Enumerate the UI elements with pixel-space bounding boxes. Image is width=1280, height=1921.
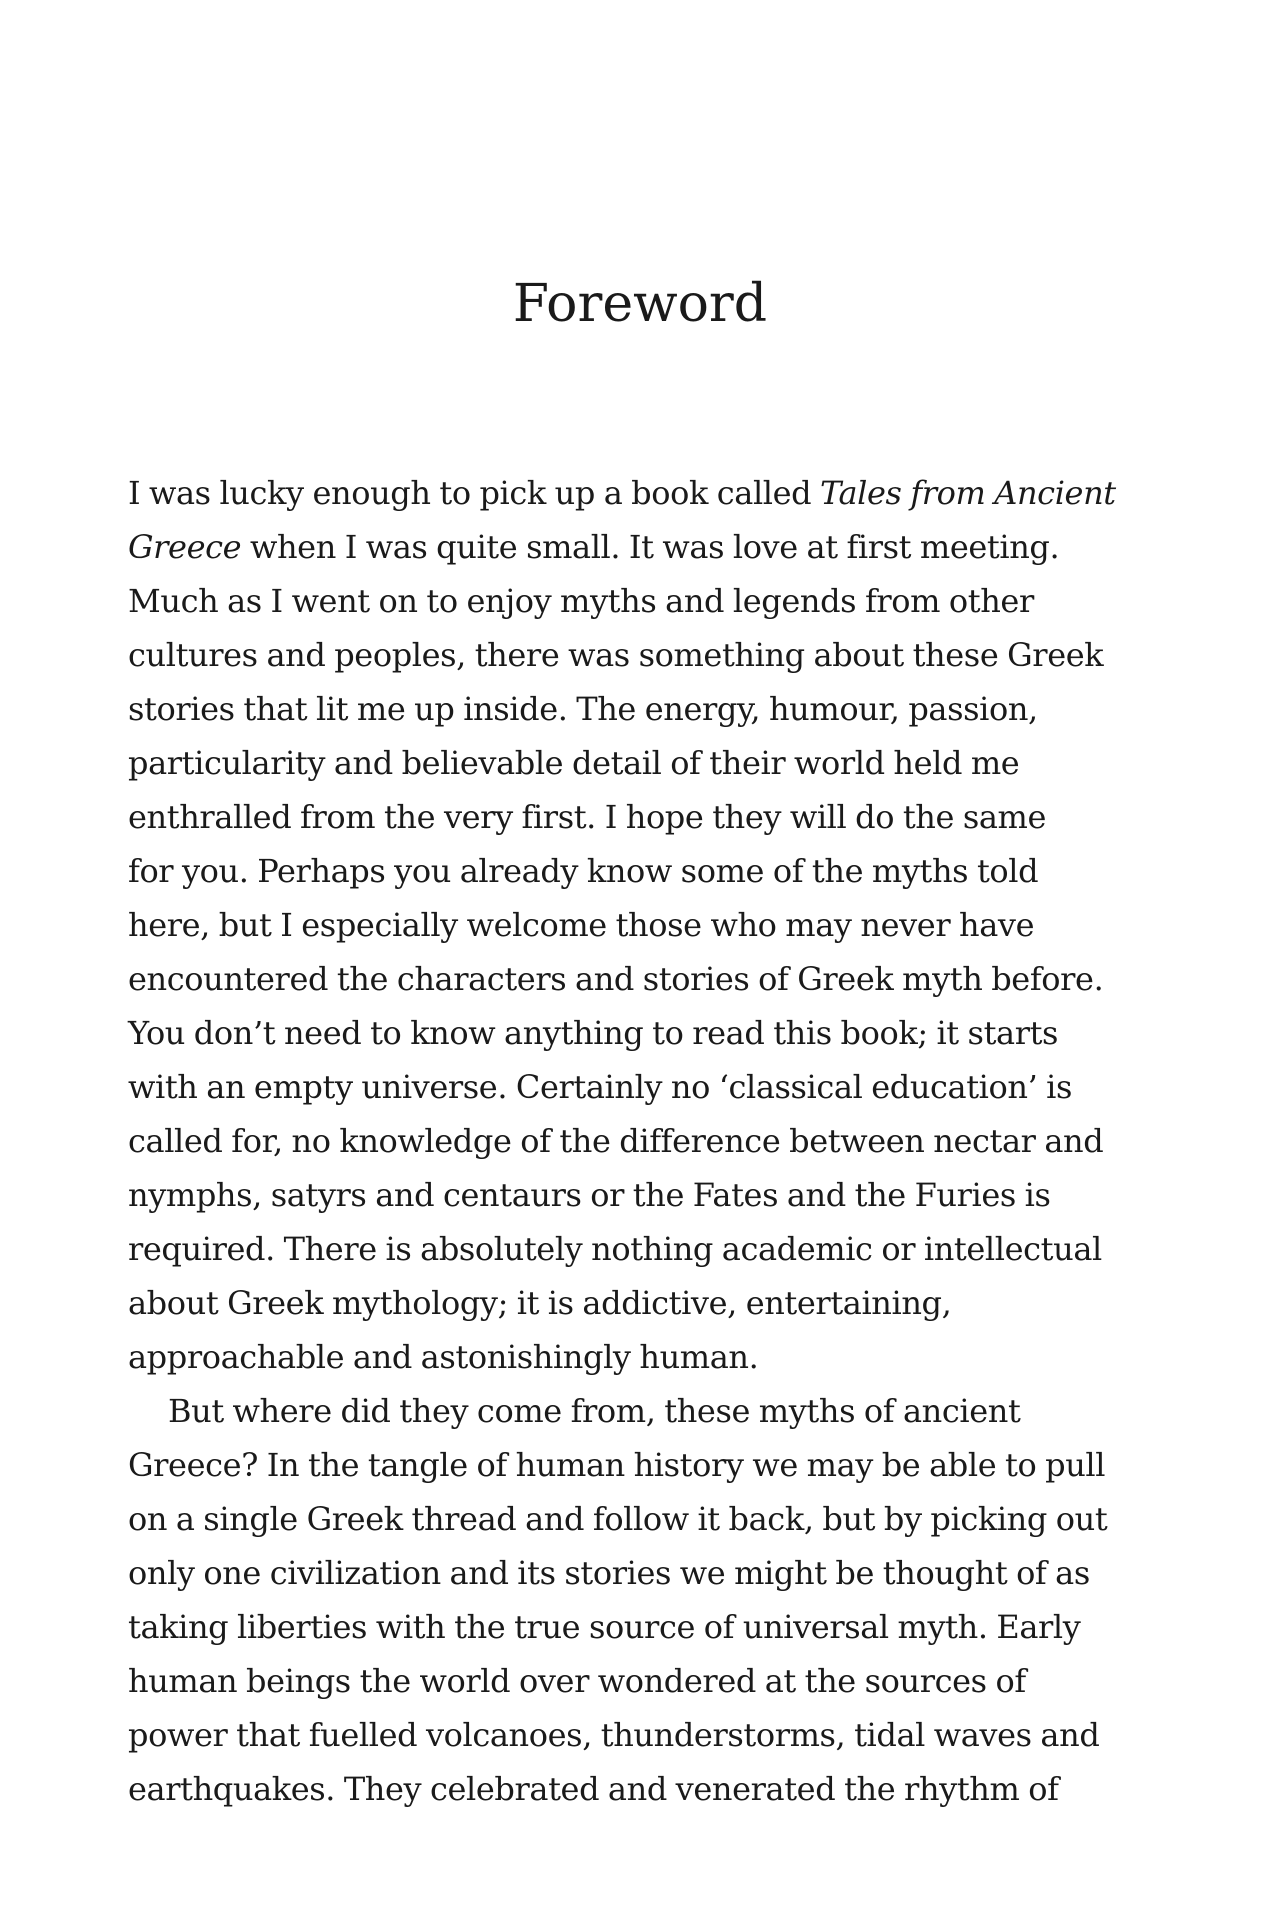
text-line: taking liberties with the true source of universal myth. Early (128, 1608, 1081, 1646)
text-line: approachable and astonishingly human. (128, 1338, 759, 1376)
body-text (128, 466, 1188, 1816)
paragraph-1 (128, 466, 1188, 1384)
text-line: required. There is absolutely nothing academic or intellectual (128, 1230, 1102, 1268)
text-line: But where did they come from, these myths of ancient (168, 1392, 1021, 1430)
text-line: here, but I especially welcome those who may never have (128, 906, 1035, 944)
text-line (128, 520, 1188, 574)
text-line: earthquakes. They celebrated and venerated the rhythm of (128, 1770, 1059, 1808)
text-line: power that fuelled volcanoes, thunderstorms, tidal waves and (128, 1716, 1100, 1754)
text-line: called for, no knowledge of the difference between nectar and (128, 1122, 1104, 1160)
text-line: human beings the world over wondered at the sources of (128, 1662, 1026, 1700)
text-line: nymphs, satyrs and centaurs or the Fates and the Furies is (128, 1176, 1051, 1214)
paragraph-2 (128, 1384, 1188, 1816)
text-line: for you. Perhaps you already know some of the myths told (128, 852, 1039, 890)
text-line: stories that lit me up inside. The energy, humour, passion, (128, 690, 1038, 728)
book-title-italic: Greece (128, 528, 242, 566)
text-line: on a single Greek thread and follow it back, but by picking out (128, 1500, 1108, 1538)
book-title-italic: Tales from Ancient (820, 474, 1116, 512)
text-line: enthralled from the very first. I hope they will do the same (128, 798, 1047, 836)
text-line: cultures and peoples, there was something about these Greek (128, 636, 1104, 674)
text-line: only one civilization and its stories we might be thought of as (128, 1554, 1090, 1592)
text-line: You don’t need to know anything to read this book; it starts (128, 1014, 1059, 1052)
text-run: I was lucky enough to pick up a book called (128, 474, 821, 512)
text-line: particularity and believable detail of their world held me (128, 744, 1020, 782)
text-line (128, 466, 1188, 520)
text-run: when I was quite small. It was love at first meeting. (241, 528, 1060, 566)
text-line: Much as I went on to enjoy myths and legends from other (128, 582, 1034, 620)
text-line: Greece? In the tangle of human history we may be able to pull (128, 1446, 1106, 1484)
text-line: about Greek mythology; it is addictive, entertaining, (128, 1284, 952, 1322)
chapter-title: Foreword (512, 274, 768, 334)
text-line: encountered the characters and stories of Greek myth before. (128, 960, 1104, 998)
text-line: with an empty universe. Certainly no ‘classical education’ is (128, 1068, 1072, 1106)
